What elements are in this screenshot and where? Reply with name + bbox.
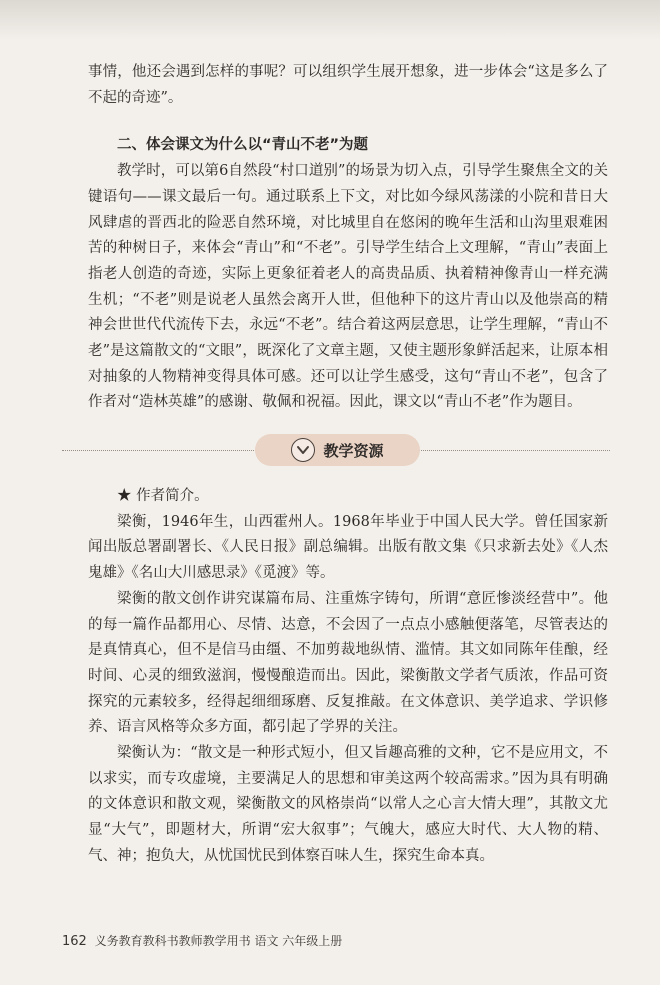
book-title: 义务教育教科书教师教学用书 语文 六年级上册 [94, 934, 343, 948]
continued-paragraph: 事情，他还会遇到怎样的事呢？可以组织学生展开想象，进一步体会“这是多么了不起的奇迹”。 [88, 64, 608, 106]
page-footer [62, 932, 342, 949]
section-paragraph: 教学时，可以第6自然段“村口道别”的场景为切入点，引导学生聚焦全文的关键语句——课文最后一句。通过联系上下文，对比如今绿风荡漾的小院和昔日大风肆虐的晋西北的险恶自然环境，对比城里自在悠闲的晚年生活和山沟里艰难困苦的种树日子，来体会“青山”和“不老”。引导学生结合上文理解，“青山”表面上指老人创造的奇迹，实际上更象征着老人的高贵品质、执着精神像青山一样充满生机；“不老”则是说老人虽然会离开人世，但他种下的这片青山以及他崇高的精神会世世代代流传下去，永远“不老”。结合着这两层意思，让学生理解，“青山不老”是这篇散文的“文眼”，既深化了文章主题，又使主题形象鲜活起来，让原本相对抽象的人物精神变得具体可感。还可以让学生感受，这句“青山不老”，包含了作者对“造林英雄”的感谢、敬佩和祝福。因此，课文以“青山不老”作为题目。 [88, 163, 608, 411]
page-number: 162 [62, 934, 87, 949]
author-label: ★ 作者简介。 [117, 488, 209, 504]
author-paragraph-2: 梁衡的散文创作讲究谋篇布局、注重炼字铸句，所谓“意匠惨淡经营中”。他的每一篇作品都用心、尽情、达意，不会因了一点点小感触便落笔，尽管表达的是真情真心，但不是信马由缰、不加剪裁地纵情、滥情。其文如同陈年佳酿，经时间、心灵的细致滋润，慢慢酿造而出。因此，梁衡散文学者气质浓，作品可资探究的元素较多，经得起细细琢磨、反复推敲。在文体意识、美学追求、学识修养、语言风格等众多方面，都引起了学界的关注。 [88, 590, 608, 736]
main-text-block [88, 60, 608, 416]
arrow-circle-icon [291, 438, 315, 462]
page-top-shadow [0, 0, 660, 40]
resource-title: 教学资源 [323, 441, 384, 460]
author-text-block [88, 484, 608, 870]
section-heading: 二、体会课文为什么以“青山不老”为题 [117, 137, 369, 154]
teaching-resource-badge [255, 434, 420, 466]
author-paragraph-3: 梁衡认为：“散文是一种形式短小，但又旨趣高雅的文种，它不是应用文，不以求实，而专攻虚境，主要满足人的思想和审美这两个较高需求。”因为具有明确的文体意识和散文观，梁衡散文的风格崇尚“以常人之心言大情大理”，其散文尤显“大气”，即题材大，所谓“宏大叙事”；气魄大，感应大时代、大人物的精、气、神；抱负大，从忧国忧民到体察百味人生，探究生命本真。 [88, 745, 608, 864]
author-paragraph-1: 梁衡，1946年生，山西霍州人。1968年毕业于中国人民大学。曾任国家新闻出版总署副署长、《人民日报》副总编辑。出版有散文集《只求新去处》《人杰鬼雄》《名山大川感思录》《觅渡》等。 [88, 513, 608, 582]
